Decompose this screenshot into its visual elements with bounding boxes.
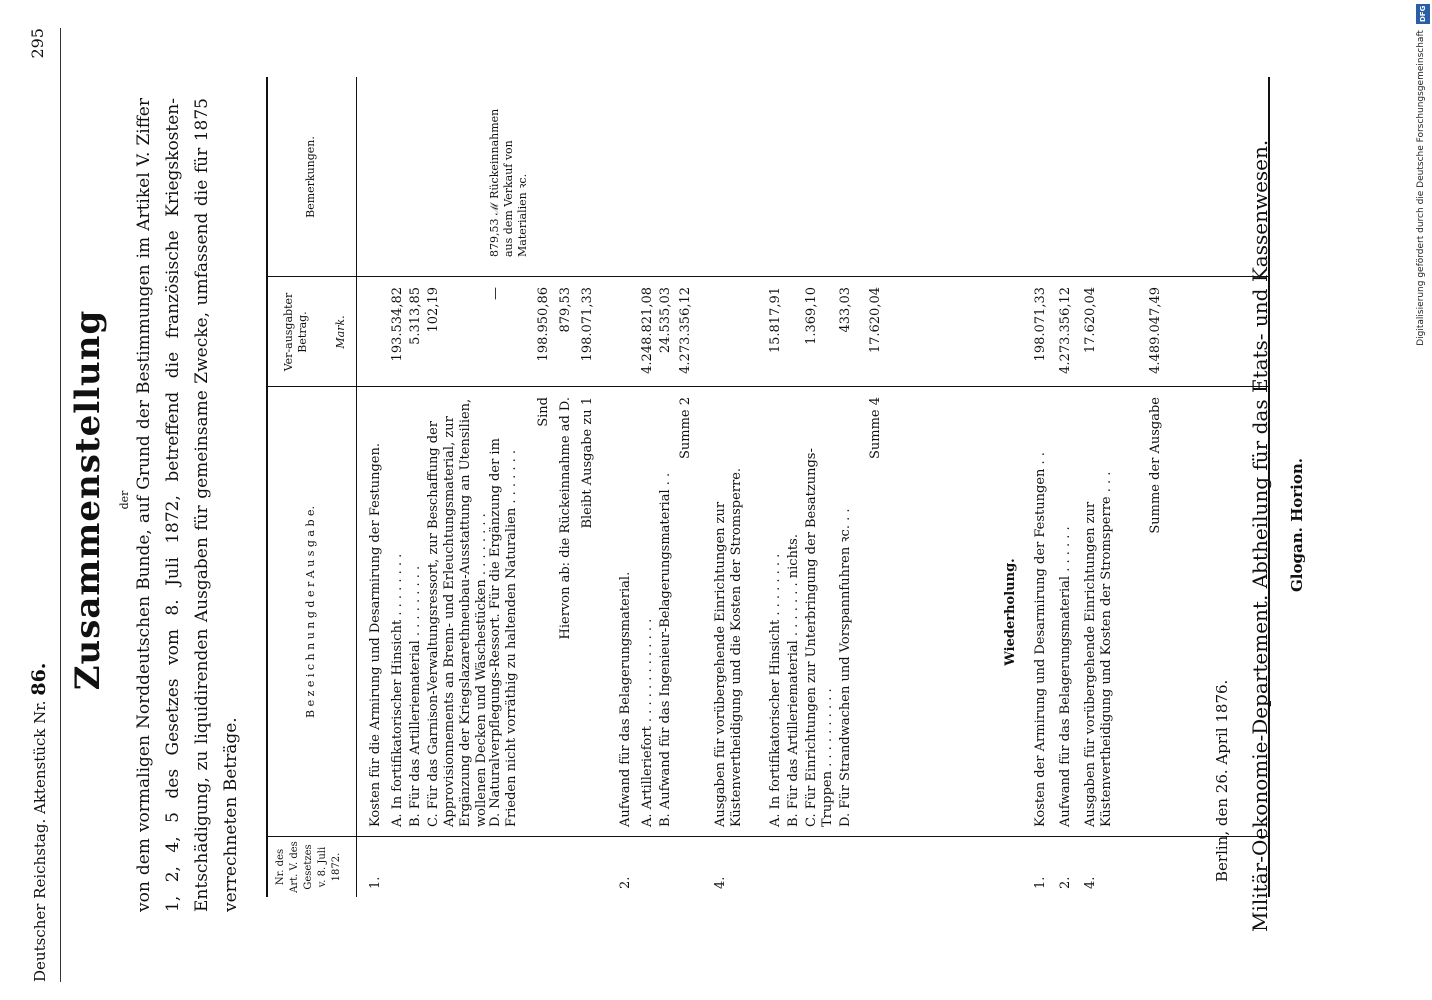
- col-divider: [268, 276, 1268, 277]
- row-description: D. Für Strandwachen und Vorspannfuhren ꝛc. . .: [838, 508, 853, 827]
- expenditure-table: [266, 77, 1270, 897]
- page-header: [18, 28, 58, 982]
- row-description: D. Naturalverpflegungs-Ressort. Für die Ergänzung der im Frieden nicht vorräthig zu haltenden Naturalien . . . . . . .: [488, 438, 519, 827]
- recap-description: Kosten der Armirung und Desarmirung der Festungen . .: [1033, 452, 1048, 827]
- row-amount: 102,19: [426, 287, 441, 333]
- recap-amount: 198.071,33: [1033, 287, 1048, 362]
- recap-amount: 17.620,04: [1083, 287, 1098, 354]
- row-amount: 433,03: [838, 287, 853, 333]
- row-description: Kosten für die Armirung und Desarmirung der Festungen.: [368, 443, 383, 827]
- dfg-logo: DFG: [1416, 4, 1430, 24]
- recap-heading: Wiederholung.: [1003, 558, 1018, 666]
- row-amount: 193.534,82: [390, 287, 405, 362]
- col-header-unit: Mark.: [334, 315, 347, 349]
- intro-paragraph: von dem vormaligen Norddeutschen Bunde, auf Grund der Bestimmungen im Artikel V. Ziffer 1, 2, 4, 5 des Gesetzes vom 8. Juli 1872, betreffend die französische Kriegskosten-Entschädigung, zu liquidirenden Ausgaben für gemeinsame Zwecke, umfassend die für 1875 verrechneten Beträge.: [134, 98, 241, 912]
- row-amount: 15.817,91: [768, 287, 783, 354]
- row-number: 2.: [618, 876, 633, 889]
- document-page: [8, 8, 1408, 992]
- row-description: Summe 4: [868, 397, 883, 460]
- row-description: Sind: [536, 397, 551, 427]
- row-number: 4.: [713, 876, 728, 889]
- page-number: 295: [28, 28, 47, 59]
- header-title: [28, 663, 50, 982]
- row-description: C. Für das Garnison-Verwaltungsressort, zur Beschaffung der Approvisionnements an Brenn- und Erleuchtungsmaterial, zur Ergänzung der Kriegslazarethneubau-Ausstattung an Utensilien, wollenen Decken und Wäschestücken . . . . . . . .: [426, 398, 489, 827]
- row-description: B. Für das Artilleriematerial . . . . . . . . .: [408, 565, 423, 827]
- row-amount: 198.071,33: [580, 287, 595, 362]
- row-description: B. Für das Artilleriematerial . . . . . . . nichts.: [786, 534, 801, 827]
- recap-description: Ausgaben für vorübergehende Einrichtungen zur Küstenvertheidigung und Kosten der Stromsperre . . .: [1083, 471, 1114, 827]
- row-amount: 198.950,86: [536, 287, 551, 362]
- row-description: A. Artilleriefort . . . . . . . . . . . . .: [640, 618, 655, 827]
- row-amount: —: [488, 287, 503, 300]
- row-description: Ausgaben für vorübergehende Einrichtungen zur Küstenvertheidigung und die Kosten der Stromsperre.: [713, 467, 744, 827]
- col-header-desc: B e z e i c h n u n g d e r A u s g a b e.: [304, 505, 317, 719]
- row-description: B. Aufwand für das Ingenieur-Belagerungsmaterial . .: [658, 472, 673, 827]
- row-remark: 879,53 ℳ Rückeinnahmen aus dem Verkauf von Materialien ꝛc.: [488, 108, 529, 257]
- col-divider: [268, 836, 1268, 837]
- col-header-amount: Ver-ausgabter Betrag.: [282, 292, 309, 372]
- row-description: C. Für Einrichtungen zur Unterbringung der Besatzungs-Truppen . . . . . . . . . .: [804, 448, 835, 827]
- row-amount: 24.535,03: [658, 287, 673, 354]
- watermark-text: Digitalisierung gefördert durch die Deutsche Forschungsgemeinschaft: [1416, 30, 1426, 346]
- digitization-watermark: [1416, 4, 1432, 584]
- row-description: Bleibt Ausgabe zu 1: [580, 397, 595, 529]
- header-rule: [60, 28, 61, 982]
- recap-number: 4.: [1083, 876, 1098, 889]
- row-amount: 17.620,04: [868, 287, 883, 354]
- row-amount: 4.273.356,12: [678, 287, 693, 374]
- row-amount: 879,53: [558, 287, 573, 333]
- row-description: Hiervon ab: die Rückeinnahme ad D.: [558, 397, 573, 640]
- row-amount: 5.313,85: [408, 287, 423, 345]
- row-description: A. In fortifikatorischer Hinsicht . . . . . . . .: [390, 553, 405, 827]
- recap-number: 1.: [1033, 876, 1048, 889]
- total-label: Summe der Ausgabe: [1148, 397, 1163, 534]
- row-amount: 1.369,10: [804, 287, 819, 345]
- row-description: Aufwand für das Belagerungsmaterial.: [618, 571, 633, 827]
- recap-number: 2.: [1058, 876, 1073, 889]
- recap-amount: 4.273.356,12: [1058, 287, 1073, 374]
- title-connector: der: [118, 490, 131, 510]
- col-header-nr: Nr. des Art. V. des Gesetzes v. 8. Juli 1872.: [275, 841, 342, 893]
- col-header-remarks: Bemerkungen.: [304, 136, 317, 218]
- total-amount: 4.489.047,49: [1148, 287, 1163, 374]
- document-title: Zusammenstellung: [68, 309, 108, 691]
- header-number: 86.: [28, 662, 50, 696]
- place-date: Berlin, den 26. April 1876.: [1213, 679, 1231, 882]
- row-amount: 4.248.821,08: [640, 287, 655, 374]
- row-number: 1.: [368, 876, 383, 889]
- col-divider: [268, 386, 1268, 387]
- row-description: Summe 2: [678, 397, 693, 460]
- header-rule-line: [356, 77, 357, 897]
- department: Militär-Oekonomie-Departement. Abtheilung für das Etats- und Kassenwesen.: [1248, 139, 1272, 932]
- row-description: A. In fortifikatorischer Hinsicht . . . . . . . .: [768, 553, 783, 827]
- recap-description: Aufwand für das Belagerungsmaterial . . . . . .: [1058, 526, 1073, 827]
- signatures: Glogan. Horion.: [1288, 458, 1306, 592]
- header-prefix: Deutscher Reichstag. Aktenstück Nr.: [31, 700, 49, 982]
